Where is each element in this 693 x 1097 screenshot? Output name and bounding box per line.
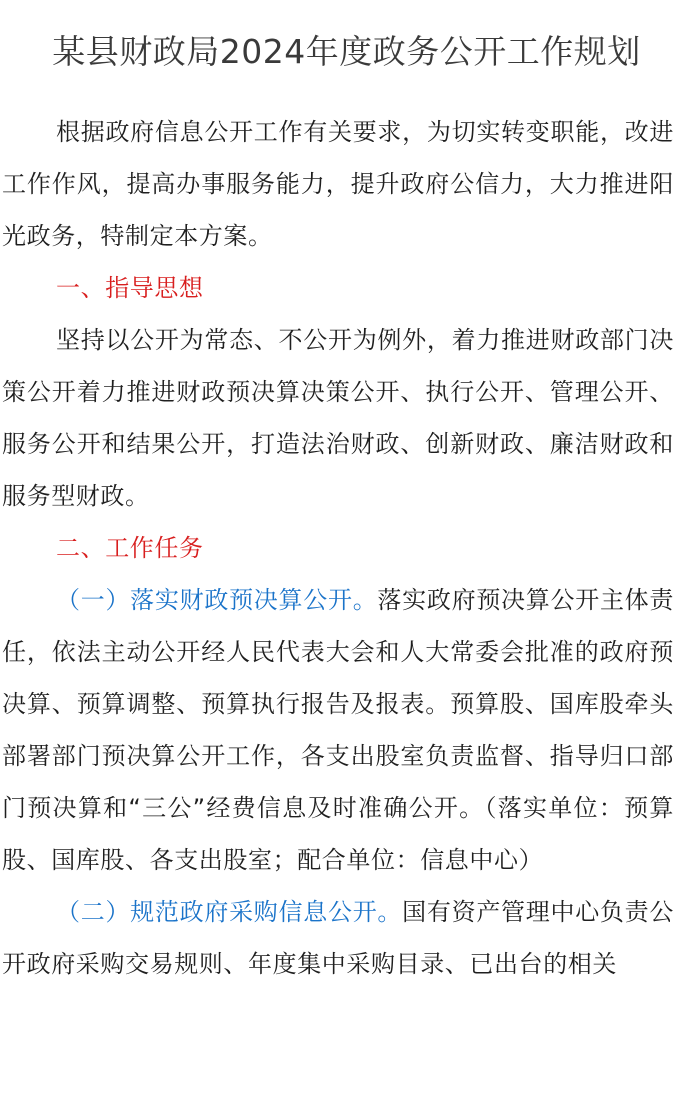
task-procurement-disclosure-text: 国有资产管理中心负责公开政府采购交易规则、年度集中采购目录、已出台的相关 xyxy=(2,898,674,978)
document-title: 某县财政局2024年度政务公开工作规划 xyxy=(52,32,641,71)
section-heading-guiding-ideology: 一、指导思想 xyxy=(56,274,204,302)
task-procurement-disclosure-lead: （二）规范政府采购信息公开。 xyxy=(56,898,403,926)
guiding-ideology-paragraph: 坚持以公开为常态、不公开为例外，着力推进财政部门决策公开着力推进财政预决算决策公开、执行公开、管理公开、服务公开和结果公开，打造法治财政、创新财政、廉洁财政和服务型财政。 xyxy=(2,326,674,510)
document-body xyxy=(2,106,674,990)
task-budget-disclosure-text: 落实政府预决算公开主体责任，依法主动公开经人民代表大会和人大常委会批准的政府预决算、预算调整、预算执行报告及报表。预算股、国库股牵头部署部门预决算公开工作，各支出股室负责监督、指导归口部门预决算和“三公”经费信息及时准确公开。（落实单位：预算股、国库股、各支出股室；配合单位：信息中心） xyxy=(2,586,674,874)
task-procurement-disclosure-paragraph xyxy=(2,886,674,990)
task-budget-disclosure-paragraph xyxy=(2,574,674,886)
intro-paragraph: 根据政府信息公开工作有关要求，为切实转变职能，改进工作作风，提高办事服务能力，提升政府公信力，大力推进阳光政务，特制定本方案。 xyxy=(2,118,674,250)
section-heading-work-tasks: 二、工作任务 xyxy=(56,534,204,562)
task-budget-disclosure-lead: （一）落实财政预决算公开。 xyxy=(56,586,378,614)
